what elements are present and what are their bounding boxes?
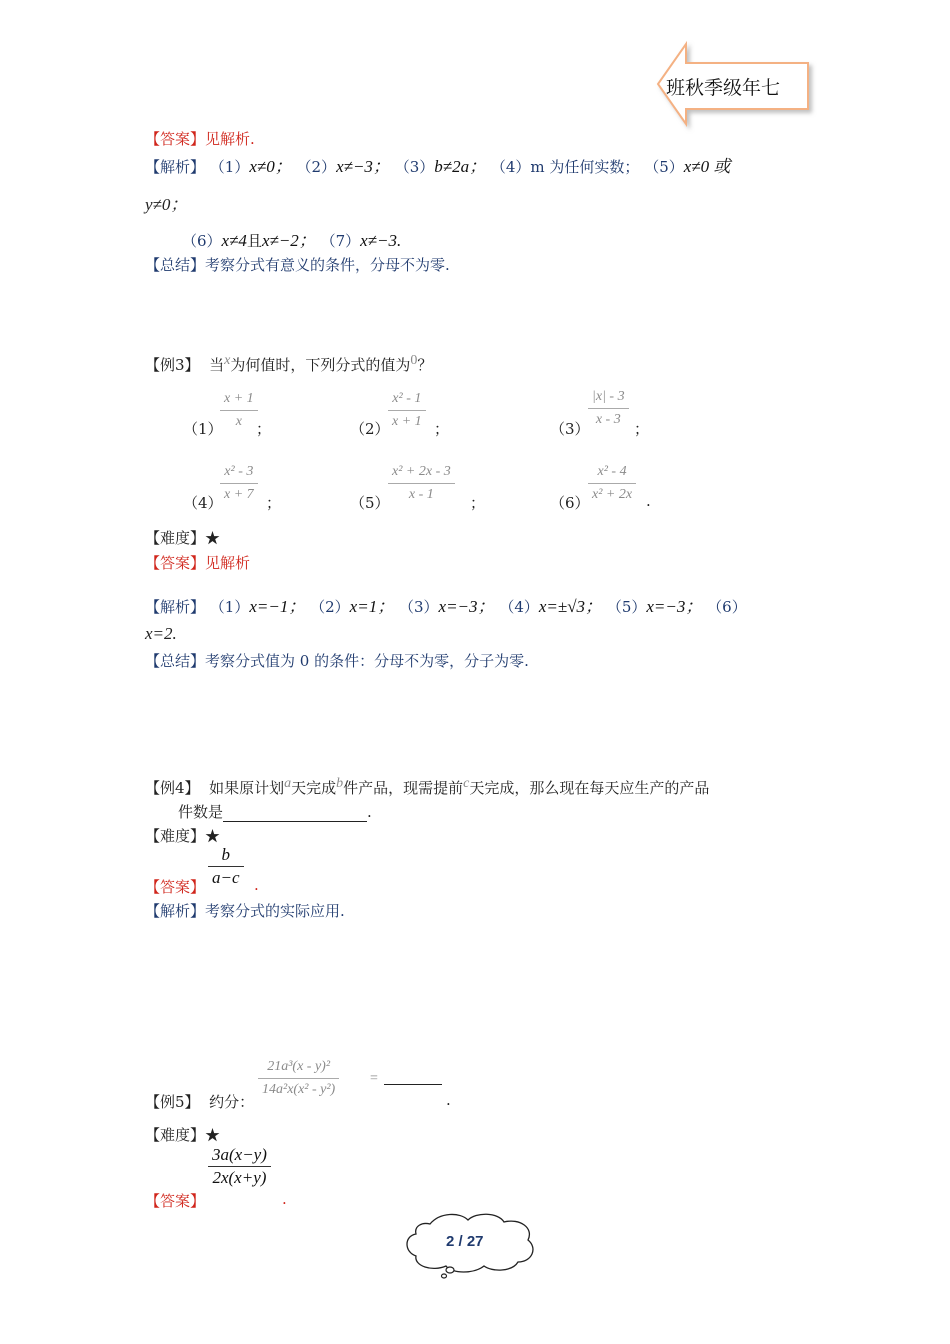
fraction-denominator: 2x(x+y) <box>212 1168 267 1187</box>
ex3-label-4: （4） <box>183 494 223 512</box>
analysis-tag: 【解析】 <box>145 158 206 176</box>
ex3-end-2: ； <box>434 420 450 438</box>
ex5-q: 约分： <box>209 1093 255 1111</box>
analysis-expr-6a: x≠4 <box>221 231 247 250</box>
ex3-label-5: （5） <box>350 494 390 512</box>
ex4-answer-end: . <box>254 876 259 894</box>
ex3-q-a: 当 <box>209 356 225 374</box>
fraction-numerator: x² - 3 <box>224 464 254 479</box>
answer-tag: 【答案】 <box>145 554 206 572</box>
ex3-label-6: （6） <box>550 494 590 512</box>
analysis-expr-4: x=±√3； <box>538 597 603 616</box>
analysis-text: 考察分式的实际应用. <box>205 902 345 920</box>
fraction-denominator: x² + 2x <box>592 487 633 502</box>
ex3-label-2: （2） <box>350 420 390 438</box>
ex3-summary <box>145 650 529 671</box>
ex5-fraction <box>258 1058 339 1099</box>
fraction-numerator: x² + 2x - 3 <box>392 464 451 479</box>
ex2-analysis-line <box>145 152 730 177</box>
analysis-label-4: （4） <box>490 158 531 176</box>
analysis-label-4: （4） <box>499 598 539 616</box>
answer-text: 见解析 <box>205 554 251 572</box>
ex3-tag: 【例3】 <box>145 356 200 374</box>
difficulty-star: ★ <box>205 827 221 845</box>
ex5-end: . <box>446 1091 451 1109</box>
fraction-denominator: 14a²x(x² - y²) <box>262 1082 336 1097</box>
analysis-label-2: （2） <box>296 158 337 176</box>
fraction-numerator: x² - 4 <box>597 464 627 479</box>
analysis-label-6: （6） <box>707 598 747 616</box>
difficulty-star: ★ <box>205 529 221 547</box>
analysis-and: 且 <box>246 232 262 250</box>
ex5-answer-fraction <box>208 1146 271 1187</box>
ex4-answer-fraction <box>208 846 244 887</box>
ex4-q1d: 天完成，那么现在每天应生产的产品 <box>469 779 710 797</box>
ex3-fraction-1 <box>220 390 258 431</box>
ex3-q-var: x <box>224 353 231 368</box>
analysis-tag: 【解析】 <box>145 902 206 920</box>
ex3-fraction-4 <box>220 463 258 504</box>
ex4-q1c: 件产品，现需提前 <box>343 779 464 797</box>
ex5-answer-blank <box>384 1066 442 1085</box>
ex5-difficulty <box>145 1124 220 1145</box>
analysis-label-1: （1） <box>209 158 250 176</box>
difficulty-star: ★ <box>205 1126 221 1144</box>
ex3-end-4: ； <box>266 494 282 512</box>
ex4-q2: 件数是 <box>178 803 224 821</box>
analysis-tag: 【解析】 <box>145 598 206 616</box>
ex3-q-b: 为何值时，下列分式的值为 <box>230 356 411 374</box>
ex3-question <box>145 353 432 375</box>
analysis-expr-6b: x≠−2； <box>261 231 316 250</box>
ex4-var-b: b <box>336 776 344 791</box>
ex4-analysis <box>145 900 345 921</box>
fraction-numerator: 21a³(x - y)² <box>267 1059 331 1074</box>
ex5-answer-end: . <box>282 1190 287 1208</box>
summary-tag: 【总结】 <box>145 256 206 274</box>
difficulty-tag: 【难度】 <box>145 1126 206 1144</box>
fraction-denominator: x + 7 <box>224 487 254 502</box>
fraction-denominator: x + 1 <box>392 414 422 429</box>
fraction-denominator: x <box>235 414 242 429</box>
analysis-label-3: （3） <box>394 158 435 176</box>
ex3-end-5: ； <box>470 494 486 512</box>
ex3-label-1: （1） <box>183 420 223 438</box>
fraction-numerator: 3a(x−y) <box>212 1145 267 1164</box>
summary-text: 考察分式有意义的条件，分母不为零. <box>205 256 450 274</box>
ex5-tag: 【例5】 <box>145 1093 200 1111</box>
analysis-expr-7: x≠−3. <box>360 231 402 250</box>
analysis-label-2: （2） <box>310 598 350 616</box>
fraction-numerator: x² - 1 <box>392 391 422 406</box>
ex4-answer-tag: 【答案】 <box>145 878 206 896</box>
ex3-end-6: . <box>646 492 651 510</box>
ex4-difficulty <box>145 825 220 846</box>
analysis-label-3: （3） <box>398 598 439 616</box>
analysis-label-1: （1） <box>209 598 250 616</box>
ex3-label-3: （3） <box>550 420 590 438</box>
ex2-answer-line <box>145 128 255 149</box>
ex3-end-3: ； <box>634 420 650 438</box>
fraction-numerator: b <box>221 845 231 864</box>
ex3-q-c: ？ <box>417 356 433 374</box>
analysis-expr-1: x=−1； <box>249 597 306 616</box>
difficulty-tag: 【难度】 <box>145 529 206 547</box>
ex3-fraction-3 <box>588 388 629 429</box>
analysis-expr-2: x=1； <box>349 597 395 616</box>
ex4-var-c: c <box>463 776 470 791</box>
analysis-expr-2: x≠−3； <box>336 157 390 176</box>
ex4-q1b: 天完成 <box>291 779 337 797</box>
ex4-var-a: a <box>284 776 292 791</box>
analysis-expr-1: x≠0； <box>249 157 292 176</box>
ex3-fraction-2 <box>388 390 426 431</box>
ex3-fraction-6 <box>588 463 636 504</box>
analysis-label-5: （5） <box>606 598 647 616</box>
answer-tag: 【答案】 <box>145 130 206 148</box>
difficulty-tag: 【难度】 <box>145 827 206 845</box>
page-number: 2 / 27 <box>446 1233 484 1250</box>
ex2-analysis-line2: y≠0； <box>145 195 188 214</box>
ex4-question-line1 <box>145 776 709 798</box>
answer-text: 见解析. <box>205 130 255 148</box>
ex3-analysis-line2: x=2. <box>145 624 177 643</box>
ex3-difficulty <box>145 527 220 548</box>
ex5-question <box>145 1091 254 1112</box>
fraction-denominator: a−c <box>212 868 240 887</box>
ex3-q-zero: 0 <box>410 353 418 368</box>
ex4-answer-blank <box>223 803 367 822</box>
summary-text: 考察分式值为 0 的条件：分母不为零，分子为零. <box>205 652 529 670</box>
fraction-denominator: x - 1 <box>408 487 434 502</box>
ex3-fraction-5 <box>388 463 455 504</box>
analysis-label-6: （6） <box>182 232 222 250</box>
fraction-numerator: x + 1 <box>224 391 254 406</box>
ex3-end-1: ； <box>256 420 272 438</box>
ex2-summary-line <box>145 254 450 275</box>
fraction-numerator: |x| - 3 <box>592 389 625 404</box>
header-arrow-badge <box>0 0 950 140</box>
analysis-expr-3: b≠2a； <box>434 157 487 176</box>
ex5-answer-tag: 【答案】 <box>145 1192 206 1210</box>
analysis-expr-5: x≠0 或 <box>683 157 731 176</box>
header-badge-text: 班秋季级年七 <box>666 77 781 99</box>
ex5-equals: = <box>370 1071 378 1086</box>
ex4-q1a: 如果原计划 <box>209 779 285 797</box>
analysis-expr-5: x=−3； <box>646 597 703 616</box>
ex3-analysis-line <box>145 592 747 617</box>
summary-tag: 【总结】 <box>145 652 206 670</box>
ex4-q2-end: . <box>367 803 372 821</box>
analysis-expr-4: m 为任何实数； <box>530 158 640 176</box>
fraction-denominator: x - 3 <box>595 412 621 427</box>
ex4-tag: 【例4】 <box>145 779 200 797</box>
analysis-label-5: （5） <box>644 158 684 176</box>
ex2-analysis-line3 <box>182 226 401 251</box>
ex3-answer <box>145 552 250 573</box>
analysis-label-7: （7） <box>320 232 361 250</box>
ex4-question-line2 <box>178 801 372 822</box>
analysis-expr-3: x=−3； <box>438 597 495 616</box>
